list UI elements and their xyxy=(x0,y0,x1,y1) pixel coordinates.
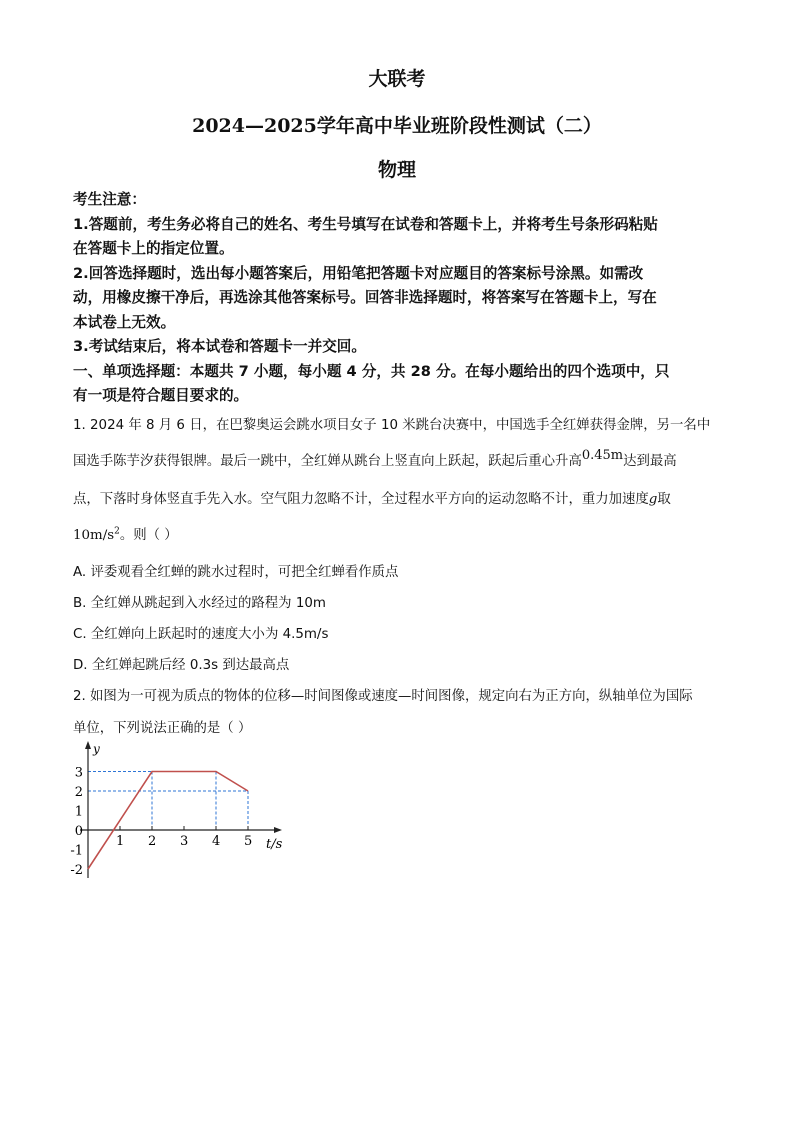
y-tick-label: 1 xyxy=(74,804,83,820)
graph-guides xyxy=(88,772,248,831)
q1-gravity-exponent: 2 xyxy=(114,526,120,537)
y-tick-label: 3 xyxy=(74,765,83,781)
q1-line xyxy=(73,524,178,543)
q1-text: 。则（ ） xyxy=(119,528,178,543)
notice-heading: 考生注意： xyxy=(73,191,146,208)
y-tick-label: 2 xyxy=(74,785,83,800)
notice-item: 在答题卡上的指定位置。 xyxy=(73,240,234,257)
q1-text: 取 xyxy=(657,492,671,507)
x-tick-label: 2 xyxy=(148,834,157,849)
section-heading: 一、单项选择题：本题共 7 小题，每小题 4 分，共 28 分。在每小题给出的四个选项中，只 xyxy=(73,362,670,380)
y-tick-label: -2 xyxy=(70,863,83,878)
x-axis-label: t/s xyxy=(266,837,283,852)
q2-line: 单位，下列说法正确的是（ ） xyxy=(73,721,252,736)
notice-item: 1.答题前，考生务必将自己的姓名、考生号填写在试卷和答题卡上，并将考生号条形码粘贴 xyxy=(73,215,658,233)
y-tick-label: 0 xyxy=(74,824,83,839)
section-heading-cont: 有一项是符合题目要求的。 xyxy=(73,387,249,404)
q1-gravity-value: 10m/s xyxy=(73,528,115,543)
q1-line xyxy=(73,448,677,469)
x-tick-label: 4 xyxy=(212,834,221,849)
x-tick-label: 5 xyxy=(244,834,253,849)
series-line xyxy=(88,772,248,870)
notice-block xyxy=(73,188,723,409)
notice-item: 2.回答选择题时，选出每小题答案后，用铅笔把答题卡对应题目的答案标号涂黑。如需改 xyxy=(73,264,644,282)
q1-height-value: 0.45m xyxy=(581,448,624,463)
q1-text: 点，下落时身体竖直手先入水。空气阻力忽略不计，全过程水平方向的运动忽略不计，重力加速度 xyxy=(73,492,649,507)
y-axis-arrow xyxy=(85,741,91,749)
q1-option-a: A. 评委观看全红蝉的跳水过程时，可把全红蝉看作质点 xyxy=(73,565,399,580)
q1-text: 达到最高 xyxy=(623,454,677,469)
motion-graph xyxy=(60,738,300,883)
q2-line: 2. 如图为一可视为质点的物体的位移—时间图像或速度—时间图像，规定向右为正方向，纵轴单位为国际 xyxy=(73,689,693,704)
q1-option-d: D. 全红婵起跳后经 0.3s 到达最高点 xyxy=(73,658,290,673)
exam-title-main: 2024—2025学年高中毕业班阶段性测试（二） xyxy=(192,115,602,137)
notice-item: 本试卷上无效。 xyxy=(73,313,176,331)
q1-option-b: B. 全红婵从跳起到入水经过的路程为 10m xyxy=(73,596,326,611)
exam-title-org: 大联考 xyxy=(368,68,426,90)
x-tick-label: 3 xyxy=(180,834,189,849)
exam-subject: 物理 xyxy=(377,159,416,181)
q1-line xyxy=(73,488,671,507)
y-tick-label: -1 xyxy=(70,843,83,859)
y-ticks xyxy=(70,766,83,879)
q1-text: 国选手陈芋汐获得银牌。最后一跳中，全红婵从跳台上竖直向上跃起，跃起后重心升高 xyxy=(73,454,582,469)
q1-option-c: C. 全红婵向上跃起时的速度大小为 4.5m/s xyxy=(73,627,329,642)
notice-item: 3.考试结束后，将本试卷和答题卡一并交回。 xyxy=(73,338,366,355)
notice-item: 动，用橡皮擦干净后，再选涂其他答案标号。回答非选择题时，将答案写在答题卡上，写在 xyxy=(73,289,657,306)
q1-gravity-symbol: g xyxy=(648,492,658,507)
y-axis-label: y xyxy=(93,742,100,756)
x-axis-arrow xyxy=(274,827,282,833)
x-tick-label: 1 xyxy=(116,834,125,849)
q1-line: 1. 2024 年 8 月 6 日，在巴黎奥运会跳水项目女子 10 米跳台决赛中，中国选手全红婵获得金牌，另一名中 xyxy=(73,418,711,433)
